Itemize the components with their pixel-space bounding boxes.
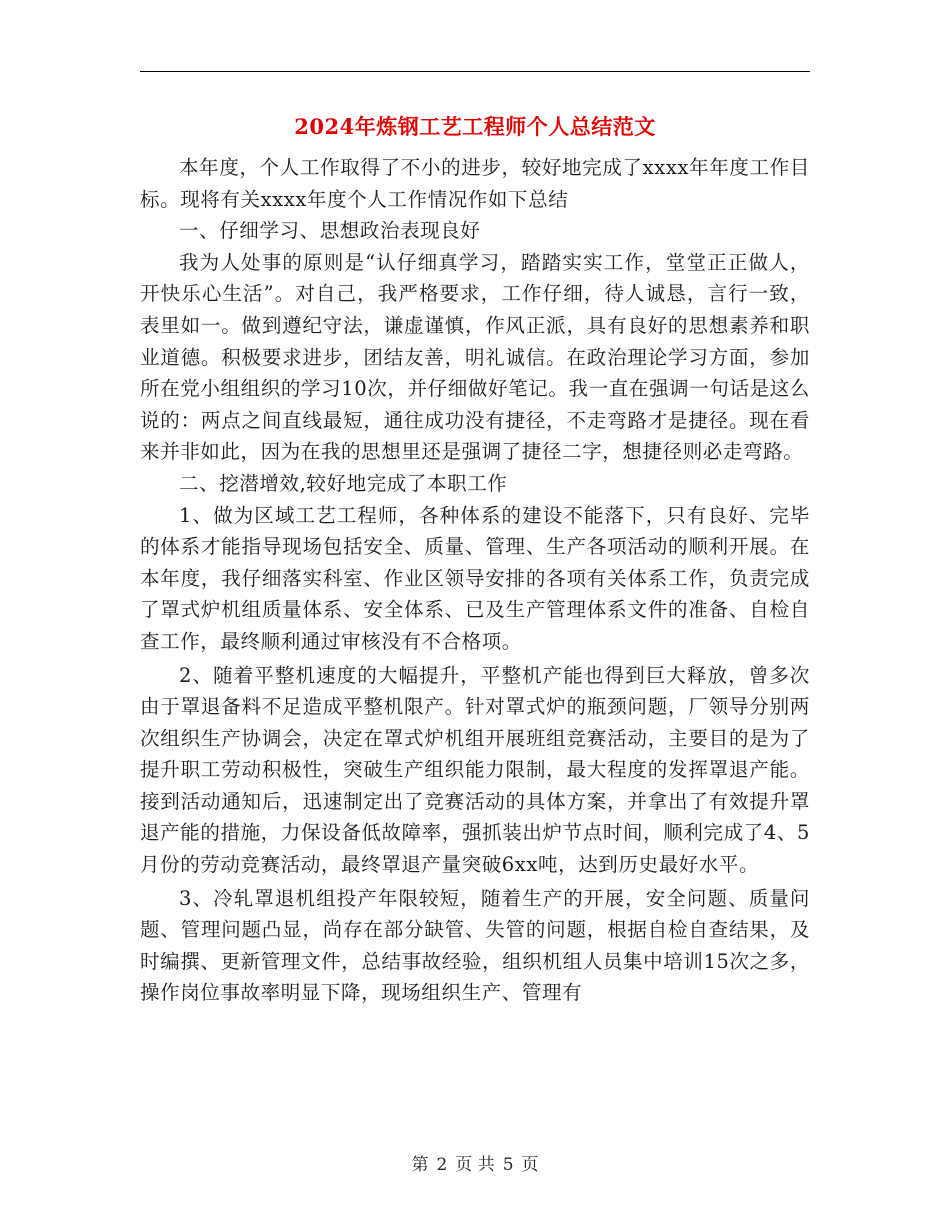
body-paragraph: 我为人处事的原则是“认仔细真学习，踏踏实实工作，堂堂正正做人，开快乐心生活”。对自己，我严格要求，工作仔细，待人诚恳，言行一致，表里如一。做到遵纪守法，谦虚谨慎，作风正派，具有良好的思想素养和职业道德。积极要求进步，团结友善，明礼诚信。在政治理论学习方面，参加所在党小组组织的学习10次，并仔细做好笔记。我一直在强调一句话是这么说的：两点之间直线最短，通往成功没有捷径，不走弯路才是捷径。现在看来并非如此，因为在我的思想里还是强调了捷径二字，想捷径则必走弯路。 (140, 250, 810, 464)
footer-page-number: 2 (436, 1155, 448, 1175)
section-heading-2: 二、挖潜增效,较好地完成了本职工作 (179, 471, 508, 495)
body-paragraph: 2、随着平整机速度的大幅提升，平整机产能也得到巨大释放，曾多次由于罩退备料不足造成平整机限产。针对罩式炉的瓶颈问题，厂领导分别两次组织生产协调会，决定在罩式炉机组开展班组竞赛活动，主要目的是为了提升职工劳动积极性，突破生产组织能力限制，最大程度的发挥罩退产能。接到活动通知后，迅速制定出了竞赛活动的具体方案，并拿出了有效提升罩退产能的措施，力保设备低故障率，强抓装出炉节点时间，顺利完成了4、5月份的劳动竞赛活动，最终罩退产量突破6xx吨，达到历史最好水平。 (140, 663, 810, 877)
section-heading-1: 一、仔细学习、思想政治表现良好 (179, 219, 481, 243)
page-footer (0, 1153, 950, 1177)
body-paragraph: 3、冷轧罩退机组投产年限较短，随着生产的开展，安全问题、质量问题、管理问题凸显，尚存在部分缺管、失管的问题，根据自检自查结果，及时编撰、更新管理文件，总结事故经验，组织机组人员集中培训15次之多，操作岗位事故率明显下降，现场组织生产、管理有 (140, 886, 810, 1005)
footer-middle: 页 共 (455, 1155, 495, 1175)
intro-paragraph: 本年度，个人工作取得了不小的进步，较好地完成了xxxx年年度工作目标。现将有关xxxx年度个人工作情况作如下总结 (140, 156, 810, 211)
document-body (140, 152, 810, 1009)
footer-prefix: 第 (411, 1155, 429, 1175)
footer-suffix: 页 (521, 1155, 539, 1175)
footer-total-pages: 5 (502, 1155, 514, 1175)
document-title: 2024年炼钢工艺工程师个人总结范文 (294, 114, 656, 139)
body-paragraph: 1、做为区域工艺工程师，各种体系的建设不能落下，只有良好、完毕的体系才能指导现场包括安全、质量、管理、生产各项活动的顺利开展。在本年度，我仔细落实科室、作业区领导安排的各项有关体系工作，负责完成了罩式炉机组质量体系、安全体系、已及生产管理体系文件的准备、自检自查工作，最终顺利通过审核没有不合格项。 (140, 503, 810, 653)
header-rule (140, 71, 810, 72)
